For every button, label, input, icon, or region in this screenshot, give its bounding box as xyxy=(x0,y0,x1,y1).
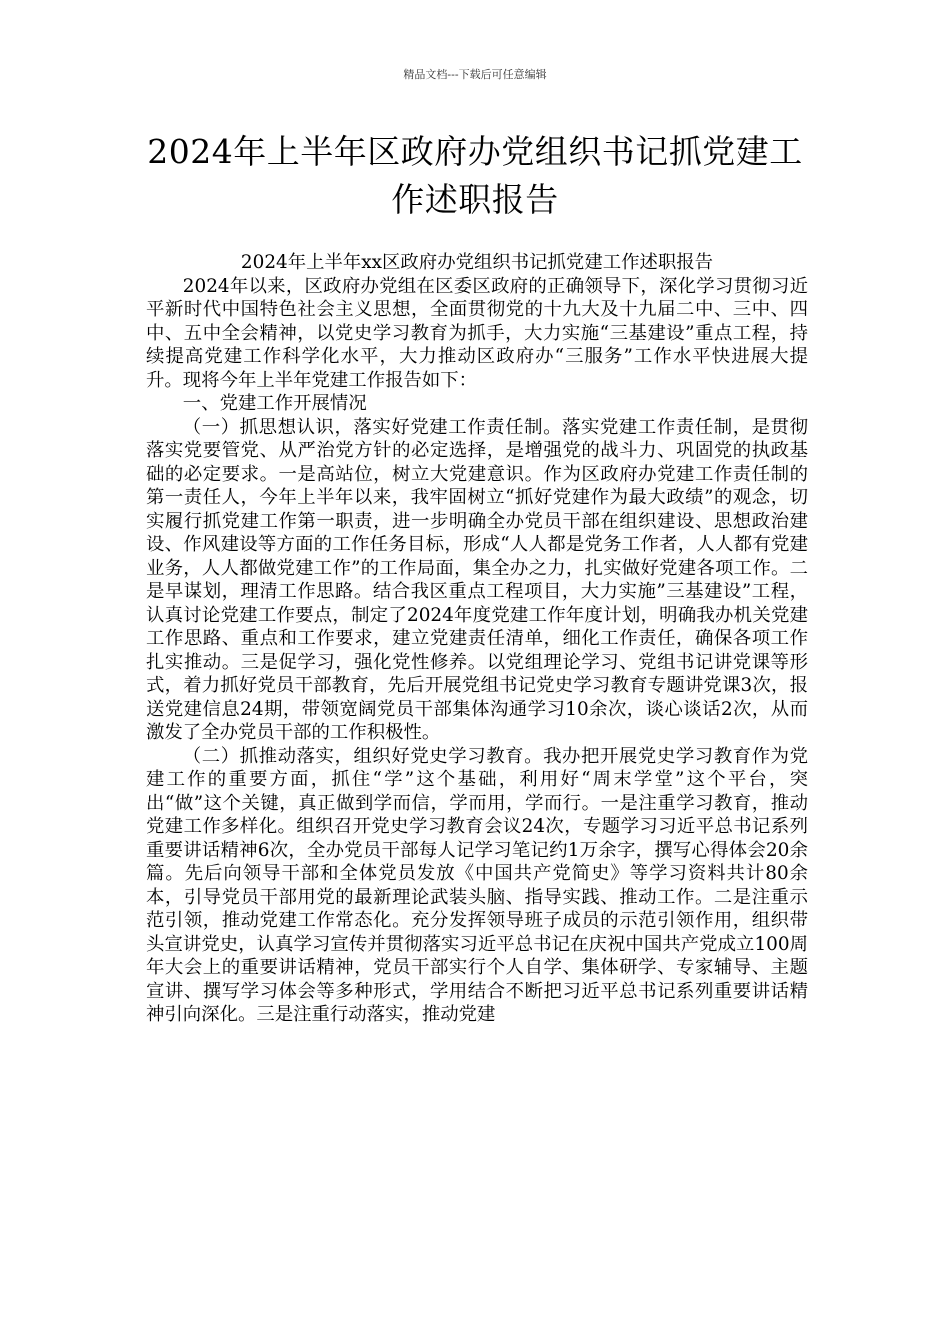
document-title: 2024年上半年区政府办党组织书记抓党建工作述职报告 xyxy=(147,132,803,219)
paragraph-section-2: （二）抓推动落实，组织好党史学习教育。我办把开展党史学习教育作为党建工作的重要方面，抓住“学”这个基础，利用好“周末学堂”这个平台，突出“做”这个关键，真正做到学而信，学而用，学而行。一是注重学习教育，推动党建工作多样化。组织召开党史学习教育会议24次，专题学习习近平总书记系列重要讲话精神6次，全办党员干部每人记学习笔记约1万余字，撰写心得体会20余篇。先后向领导干部和全体党员发放《中国共产党简史》等学习资料共计80余本，引导党员干部用党的最新理论武装头脑、指导实践、推动工作。二是注重示范引领，推动党建工作常态化。充分发挥领导班子成员的示范引领作用，组织带头宣讲党史，认真学习宣传并贯彻落实习近平总书记在庆祝中国共产党成立100周年大会上的重要讲话精神，党员干部实行个人自学、集体研学、专家辅导、主题宣讲、撰写学习体会等多种形式，学用结合不断把习近平总书记系列重要讲话精神引向深化。三是注重行动落实，推动党建 xyxy=(146,745,808,1025)
section-heading: 一、党建工作开展情况 xyxy=(182,393,367,414)
document-body xyxy=(146,251,808,1027)
document-subtitle: 2024年上半年xx区政府办党组织书记抓党建工作述职报告 xyxy=(240,252,714,273)
paragraph-section-1: （一）抓思想认识，落实好党建工作责任制。落实党建工作责任制，是贯彻落实党要管党、从严治党方针的必定选择，是增强党的战斗力、巩固党的执政基础的必定要求。一是高站位，树立大党建意识。作为区政府办党建工作责任制的第一责任人，今年上半年以来，我牢固树立“抓好党建作为最大政绩”的观念，切实履行抓党建工作第一职责，进一步明确全办党员干部在组织建设、思想政治建设、作风建设等方面的工作任务目标，形成“人人都是党务工作者，人人都有党建业务，人人都做党建工作”的工作局面，集全办之力，扎实做好党建各项工作。二是早谋划，理清工作思路。结合我区重点工程项目，大力实施”三基建设”工程，认真讨论党建工作要点，制定了2024年度党建工作年度计划，明确我办机关党建工作思路、重点和工作要求，建立党建责任清单，细化工作责任，确保各项工作扎实推动。三是促学习，强化党性修养。以党组理论学习、党组书记讲党课等形式，着力抓好党员干部教育，先后开展党组书记党史学习教育专题讲党课3次，报送党建信息24期，带领宽阔党员干部集体沟通学习10余次，谈心谈话2次，从而激发了全办党员干部的工作积极性。 xyxy=(146,416,808,743)
paragraph-intro: 2024年以来，区政府办党组在区委区政府的正确领导下，深化学习贯彻习近平新时代中国特色社会主义思想，全面贯彻党的十九大及十九届二中、三中、四中、五中全会精神，以党史学习教育为抓手，大力实施“三基建设”重点工程，持续提高党建工作科学化水平，大力推动区政府办“三服务”工作水平快进展大提升。现将今年上半年党建工作报告如下： xyxy=(146,275,808,391)
header-note: 精品文档---下载后可任意编辑 xyxy=(403,68,547,81)
